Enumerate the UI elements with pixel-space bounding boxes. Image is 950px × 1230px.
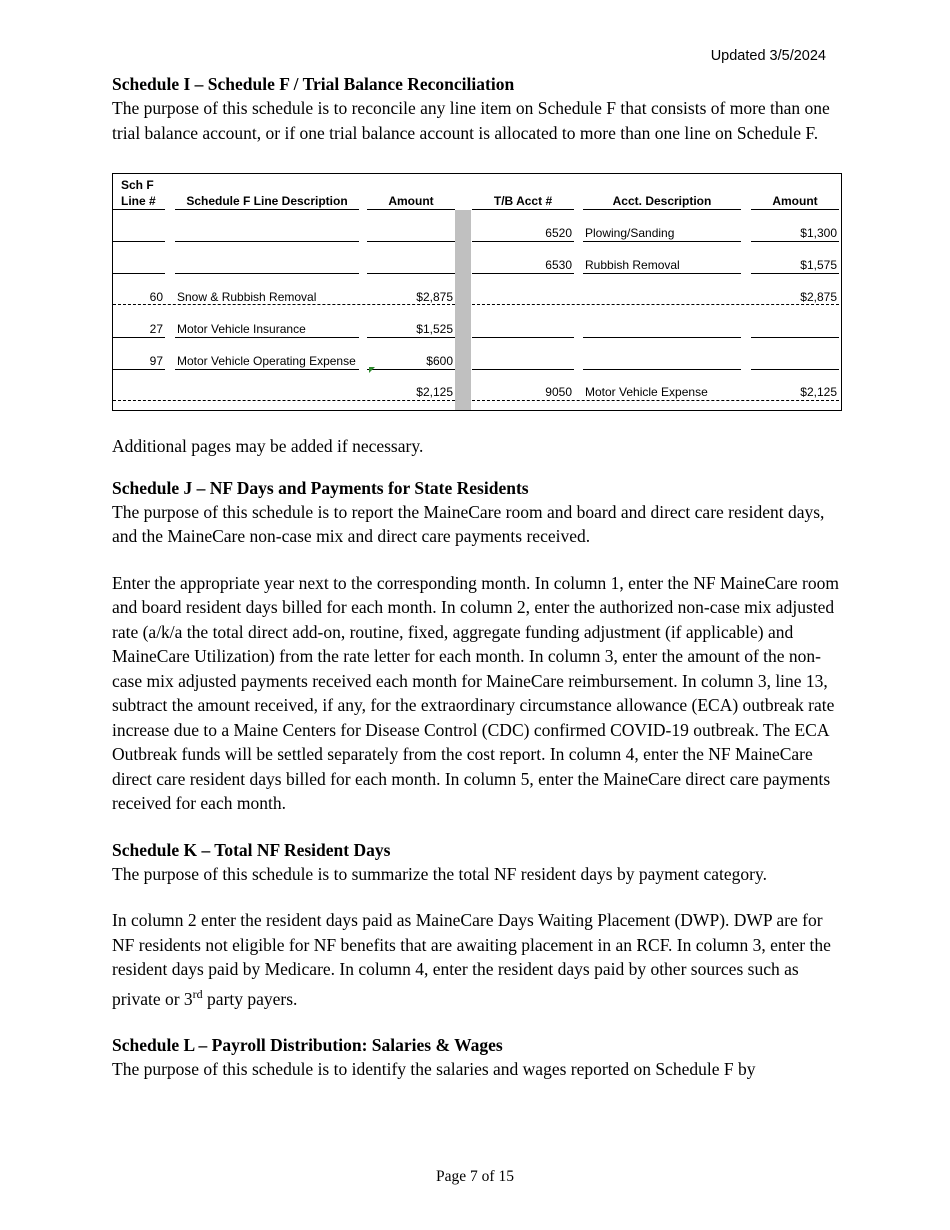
row-line <box>175 241 359 242</box>
row-dashed-line <box>113 304 455 305</box>
header-underline <box>175 209 359 210</box>
row-line <box>472 369 574 370</box>
schedule-k-paragraph-2-end: party payers. <box>202 988 298 1009</box>
updated-date: Updated 3/5/2024 <box>710 48 826 64</box>
header-underline <box>583 209 741 210</box>
row-line <box>472 241 574 242</box>
schedule-j-paragraph-1: The purpose of this schedule is to report the MaineCare room and board and direct care resident days, and the MaineCare non-case mix and direct care payments received. <box>112 501 825 546</box>
row-line <box>583 369 741 370</box>
schedule-k-paragraph-1: The purpose of this schedule is to summarize the total NF resident days by payment category. <box>112 863 767 884</box>
row-line <box>367 241 455 242</box>
row-line <box>583 273 741 274</box>
header-underline <box>751 209 839 210</box>
table-cell: Motor Vehicle Insurance <box>177 322 306 336</box>
schedule-l-title: Schedule L – Payroll Distribution: Salaries & Wages <box>112 1034 503 1055</box>
header-amount-2: Amount <box>772 194 818 208</box>
table-cell: $1,575 <box>800 258 837 272</box>
row-dashed-line <box>113 400 455 401</box>
row-dashed-line <box>472 400 839 401</box>
table-cell: 97 <box>149 354 163 368</box>
table-cell: $2,875 <box>416 290 453 304</box>
ordinal-suffix: rd <box>192 986 203 1001</box>
table-cell: Motor Vehicle Expense <box>585 385 708 399</box>
row-line <box>175 369 359 370</box>
row-dashed-line <box>472 304 839 305</box>
row-line <box>113 369 165 370</box>
header-line-num: Line # <box>121 194 156 208</box>
table-cell: $2,125 <box>416 385 453 399</box>
header-acct-description: Acct. Description <box>612 194 712 208</box>
table-cell: 9050 <box>545 385 572 399</box>
header-underline <box>472 209 574 210</box>
header-line-description: Schedule F Line Description <box>186 194 348 208</box>
header-underline <box>367 209 455 210</box>
schedule-i-title: Schedule I – Schedule F / Trial Balance Reconciliation <box>112 74 515 94</box>
schedule-j-title: Schedule J – NF Days and Payments for State Residents <box>112 477 529 498</box>
row-line <box>175 273 359 274</box>
schedule-k-paragraph-2 <box>112 908 842 1011</box>
table-cell: $2,125 <box>800 385 837 399</box>
row-line <box>367 369 455 370</box>
row-line <box>472 337 574 338</box>
header-amount: Amount <box>388 194 434 208</box>
row-line <box>472 273 574 274</box>
reconciliation-table <box>112 173 842 411</box>
schedule-i-paragraph: The purpose of this schedule is to reconcile any line item on Schedule F that consists of more than one trial balance account, or if one trial balance account is allocated to more than one line on Schedule F. <box>112 98 830 143</box>
row-line <box>751 273 839 274</box>
header-sch-f: Sch F <box>121 178 154 192</box>
schedule-k-paragraph-2-text: In column 2 enter the resident days paid as MaineCare Days Waiting Placement (DWP). DWP are for NF residents not eligible for NF benefits that are awaiting placement in an RCF. In column 3, enter the resident days paid by Medicare. In column 4, enter the resident days paid by other sources such as private or 3 <box>112 910 831 1009</box>
comment-marker-icon <box>369 367 375 373</box>
schedule-l-paragraph: The purpose of this schedule is to identify the salaries and wages reported on Schedule F by <box>112 1058 756 1079</box>
row-line <box>583 337 741 338</box>
row-line <box>367 337 455 338</box>
header-underline <box>113 209 165 210</box>
table-cell: $2,875 <box>800 290 837 304</box>
page-number: Page 7 of 15 <box>436 1168 514 1185</box>
table-cell: 6520 <box>545 226 572 240</box>
table-cell: $600 <box>426 354 453 368</box>
table-cell: 27 <box>149 322 163 336</box>
schedule-i-note: Additional pages may be added if necessary. <box>112 436 424 456</box>
page-content <box>112 72 842 1081</box>
row-line <box>175 337 359 338</box>
table-cell: Rubbish Removal <box>585 258 680 272</box>
row-line <box>113 337 165 338</box>
table-cell: 6530 <box>545 258 572 272</box>
row-line <box>751 241 839 242</box>
row-line <box>751 369 839 370</box>
table-cell: 60 <box>149 290 163 304</box>
table-cell: Snow & Rubbish Removal <box>177 290 317 304</box>
table-cell: Motor Vehicle Operating Expense <box>177 354 356 368</box>
schedule-j-paragraph-2: Enter the appropriate year next to the corresponding month. In column 1, enter the NF MaineCare room and board resident days billed for each month. In column 2, enter the authorized non-case mix adjusted rate (a/k/a the total direct add-on, routine, fixed, aggregate funding adjustment (if applicable) and MaineCare Utilization) from the rate letter for each month. In column 3, enter the amount of the non-case mix adjusted payments received each month for MaineCare reimbursement. In column 3, line 13, subtract the amount received, if any, for the extraordinary circumstance allowance (ECA) outbreak rate increase due to a Maine Centers for Disease Control (CDC) confirmed COVID-19 outbreak. The ECA Outbreak funds will be settled separately from the cost report. In column 4, enter the NF MaineCare direct care resident days billed for each month. In column 5, enter the MaineCare direct care payments received for each month. <box>112 572 840 813</box>
table-cell: $1,300 <box>800 226 837 240</box>
row-line <box>367 273 455 274</box>
table-cell: $1,525 <box>416 322 453 336</box>
row-line <box>751 337 839 338</box>
separator-bar <box>455 210 471 410</box>
row-line <box>583 241 741 242</box>
row-line <box>113 273 165 274</box>
table-cell: Plowing/Sanding <box>585 226 675 240</box>
row-line <box>113 241 165 242</box>
header-tb-acct: T/B Acct # <box>493 194 553 208</box>
schedule-k-title: Schedule K – Total NF Resident Days <box>112 839 391 860</box>
